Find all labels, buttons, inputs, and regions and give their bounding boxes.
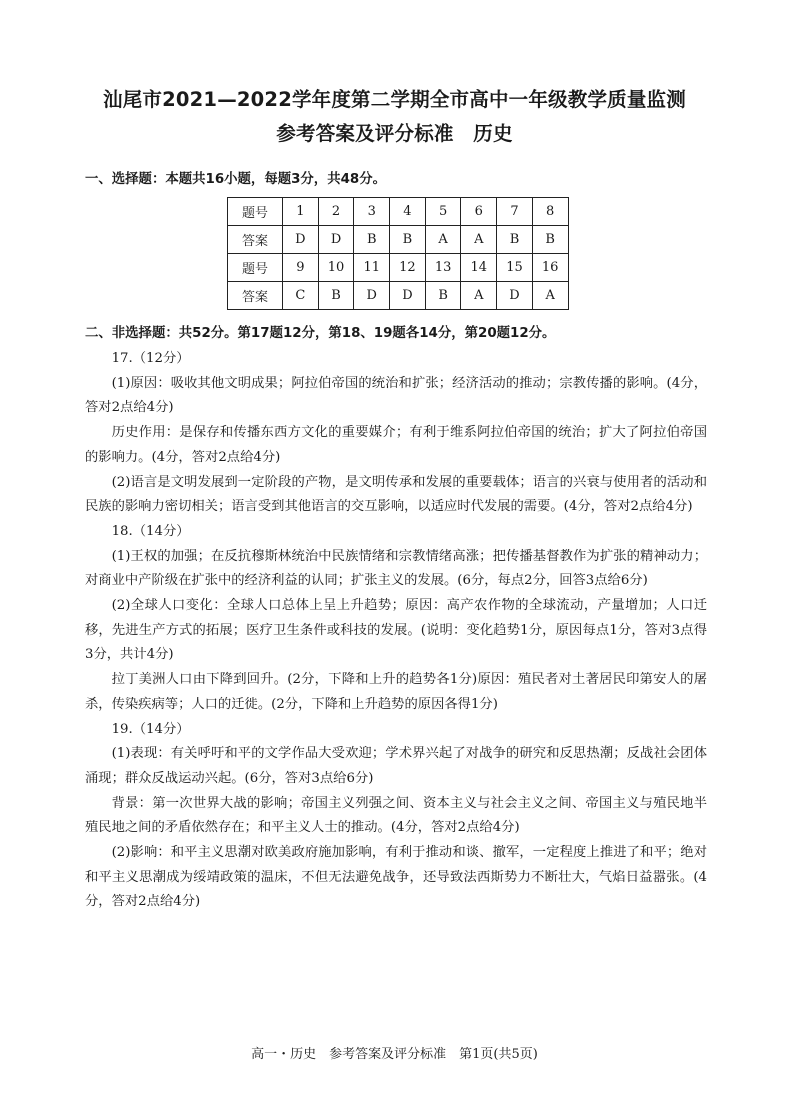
- section-1-heading: 一、选择题：本题共16小题，每题3分，共48分。: [85, 172, 387, 187]
- answer-body: [85, 347, 707, 915]
- answer-cell: B: [318, 282, 354, 310]
- answer-cell: D: [390, 282, 426, 310]
- answer-paragraph: 背景：第一次世界大战的影响；帝国主义列强之间、资本主义与社会主义之间、帝国主义与殖民地半殖民地之间的矛盾依然存在；和平主义人士的推动。(4分，答对2点给4分): [85, 795, 707, 836]
- answer-paragraph: (2)全球人口变化：全球人口总体上呈上升趋势；原因：高产农作物的全球流动，产量增加；人口迁移，先进生产方式的拓展；医疗卫生条件或科技的发展。(说明：变化趋势1分，原因每点1分，答对3点得3分，共计4分): [85, 598, 707, 663]
- table-row: [228, 282, 569, 310]
- answer-paragraph: 历史作用：是保存和传播东西方文化的重要媒介；有利于维系阿拉伯帝国的统治；扩大了阿拉伯帝国的影响力。(4分，答对2点给4分): [85, 425, 707, 465]
- question-number: 15: [497, 254, 533, 282]
- answer-cell: B: [497, 226, 533, 254]
- table-row-label: 答案: [228, 226, 283, 254]
- question-heading-19: 19.（14分）: [111, 721, 190, 737]
- answer-cell: D: [497, 282, 533, 310]
- answer-cell: A: [461, 226, 497, 254]
- question-number: 12: [390, 254, 426, 282]
- document-subtitle: 参考答案及评分标准 历史: [276, 122, 513, 145]
- question-number: 9: [283, 254, 319, 282]
- answer-cell: D: [283, 226, 319, 254]
- answer-cell: B: [354, 226, 390, 254]
- section-2-heading: 二、非选择题：共52分。第17题12分，第18、19题各14分，第20题12分。: [85, 326, 556, 341]
- question-heading-18: 18.（14分）: [111, 523, 190, 539]
- table-row-label: 题号: [228, 198, 283, 226]
- question-number: 10: [318, 254, 354, 282]
- answer-paragraph: (1)王权的加强；在反抗穆斯林统治中民族情绪和宗教情绪高涨；把传播基督教作为扩张的精神动力；对商业中产阶级在扩张中的经济利益的认同；扩张主义的发展。(6分，每点2分，回答3点给6分): [85, 548, 707, 589]
- answer-paragraph: 拉丁美洲人口由下降到回升。(2分，下降和上升的趋势各1分)原因：殖民者对土著居民印第安人的屠杀，传染疾病等；人口的迁徙。(2分，下降和上升趋势的原因各得1分): [85, 672, 707, 712]
- question-number: 3: [354, 198, 390, 226]
- question-number: 2: [318, 198, 354, 226]
- question-number: 7: [497, 198, 533, 226]
- answer-cell: C: [283, 282, 319, 310]
- answer-paragraph: (2)语言是文明发展到一定阶段的产物，是文明传承和发展的重要载体；语言的兴衰与使用者的活动和民族的影响力密切相关；语言受到其他语言的交互影响，以适应时代发展的需要。(4分，答对2点给4分): [85, 474, 707, 515]
- question-number: 6: [461, 198, 497, 226]
- question-number: 5: [425, 198, 461, 226]
- question-number: 1: [283, 198, 319, 226]
- answer-cell: B: [532, 226, 568, 254]
- page-footer: 高一・历史 参考答案及评分标准 第1页(共5页): [251, 1047, 538, 1062]
- question-number: 13: [425, 254, 461, 282]
- answer-cell: B: [425, 282, 461, 310]
- table-row: [228, 198, 569, 226]
- answer-paragraph: (1)原因：吸收其他文明成果；阿拉伯帝国的统治和扩张；经济活动的推动；宗教传播的影响。(4分，答对2点给4分): [85, 375, 707, 416]
- answer-cell: A: [461, 282, 497, 310]
- question-number: 11: [354, 254, 390, 282]
- answer-cell: D: [354, 282, 390, 310]
- answer-cell: A: [425, 226, 461, 254]
- answer-paragraph: (1)表现：有关呼吁和平的文学作品大受欢迎；学术界兴起了对战争的研究和反思热潮；反战社会团体涌现；群众反战运动兴起。(6分，答对3点给6分): [85, 746, 707, 786]
- table-row: [228, 254, 569, 282]
- question-number: 16: [532, 254, 568, 282]
- answer-cell: A: [532, 282, 568, 310]
- answer-cell: D: [318, 226, 354, 254]
- answer-paragraph: (2)影响：和平主义思潮对欧美政府施加影响，有利于推动和谈、撤军，一定程度上推进了和平；绝对和平主义思潮成为绥靖政策的温床，不但无法避免战争，还导致法西斯势力不断壮大，气焰日益嚣张。(4分，答对2点给4分): [85, 845, 707, 910]
- question-number: 14: [461, 254, 497, 282]
- question-heading-17: 17.（12分）: [111, 351, 190, 366]
- document-title: 汕尾市2021—2022学年度第二学期全市高中一年级教学质量监测: [103, 88, 686, 111]
- question-number: 4: [390, 198, 426, 226]
- answer-table: [227, 197, 569, 310]
- question-number: 8: [532, 198, 568, 226]
- table-row: [228, 226, 569, 254]
- table-row-label: 题号: [228, 254, 283, 282]
- table-row-label: 答案: [228, 282, 283, 310]
- answer-cell: B: [390, 226, 426, 254]
